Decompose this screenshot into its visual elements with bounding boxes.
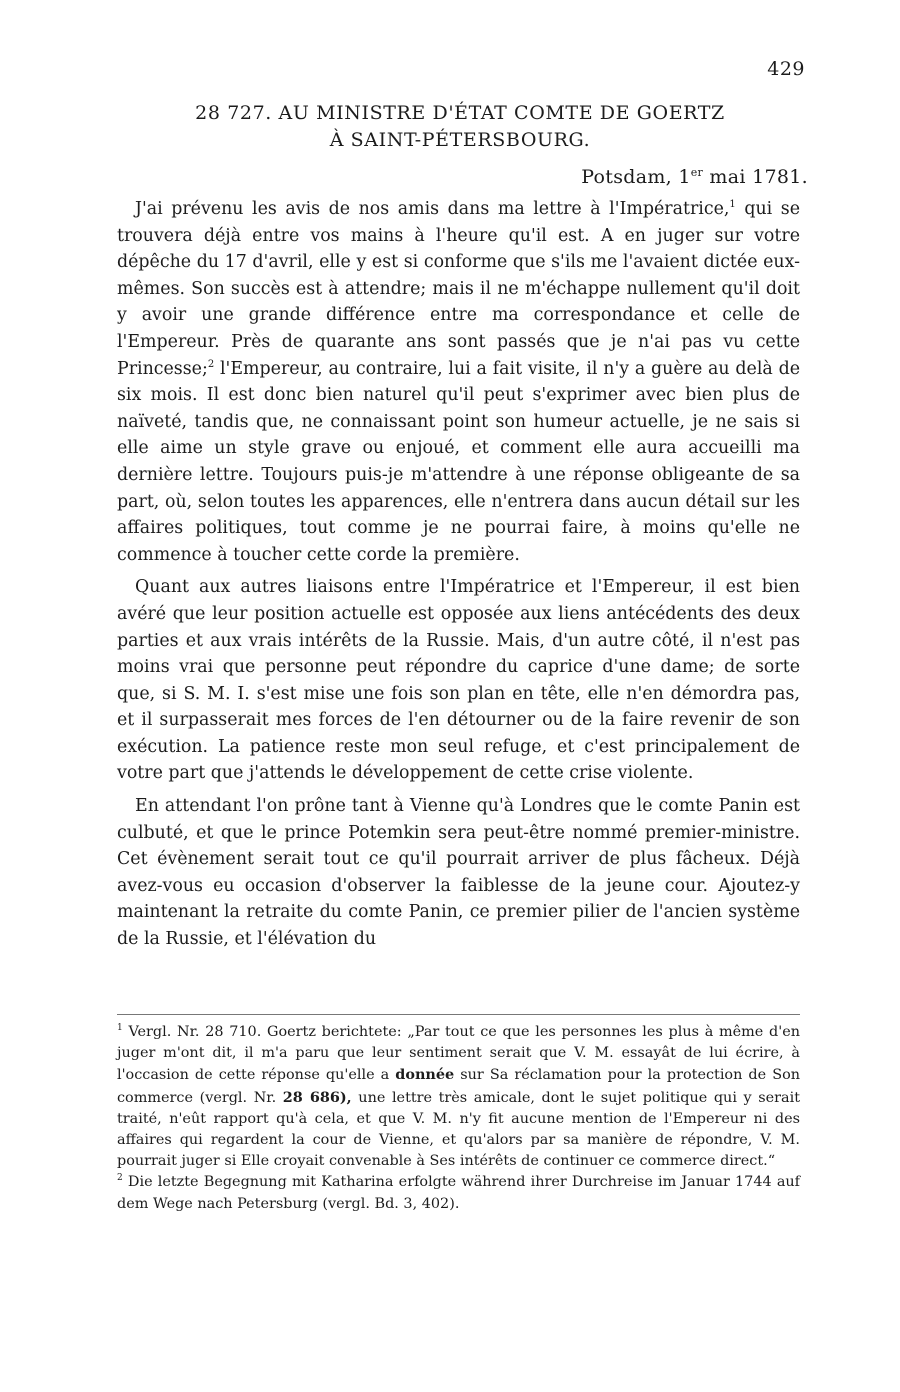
- footnote-divider: [117, 1014, 800, 1015]
- footnotes: [117, 1022, 800, 1215]
- footnote-1-text-b: sur Sa réclamation pour la protection de Son commerce (vergl. Nr.: [117, 1067, 800, 1106]
- dateline-superscript: er: [690, 166, 704, 179]
- dateline: [581, 166, 808, 188]
- dateline-place: Potsdam, 1: [581, 166, 691, 188]
- footnote-2-marker: 2: [117, 1173, 123, 1184]
- paragraph-1-part-a: J'ai prévenu les avis de nos amis dans ma lettre à l'Impératrice,: [135, 199, 730, 219]
- paragraph-2: Quant aux autres liaisons entre l'Impératrice et l'Empereur, il est bien avéré que leur position actuelle est opposée aux liens antécédents des deux parties et aux vrais intérêts de la Russie. Mais, d'un autre côté, il n'est pas moins vrai que personne peut répondre du caprice d'une dame; de sorte que, si S. M. I. s'est mise une fois son plan en tête, elle n'en démordra pas, et il surpasserait mes forces de l'en détourner ou de la faire revenir de son exécution. La patience reste mon seul refuge, et c'est principalement de votre part que j'attends le développement de cette crise violente.: [117, 577, 800, 784]
- footnote-ref-1: 1: [729, 199, 736, 210]
- paragraph-1-part-b: qui se trouvera déjà entre vos mains à l'heure qu'il est. A en juger sur votre dépêche du 17 d'avril, elle y est si conforme que s'ils me l'avaient dictée eux-mêmes. Son succès est à attendre; mais il ne m'échappe nullement qu'il doit y avoir une grande différence entre ma correspondance et celle de l'Empereur. Près de quarante ans sont passés que je n'ai pas vu cette Princesse;: [117, 199, 800, 379]
- footnote-1-text-a: Vergl. Nr. 28 710. Goertz berichtete: „Par tout ce que les personnes les plus à même d'en juger m'ont dit, il m'a paru que leur sentiment serait que V. M. essayât de lui écrire, à l'occasion de cette réponse qu'elle a: [117, 1024, 800, 1084]
- footnote-ref-2: 2: [207, 358, 215, 370]
- paragraph-1-part-c: l'Empereur, au contraire, lui a fait visite, il n'y a guère au delà de six mois. Il est donc bien naturel qu'il peut s'exprimer avec bien plus de naïveté, tandis que, ne connaissant point son humeur actuelle, je ne sais si elle aime un style grave ou enjoué, et comment elle aura accueilli ma dernière lettre. Toujours puis-je m'attendre à une réponse obligeante de sa part, où, selon toutes les apparences, elle n'entrera dans aucun détail sur les affaires politiques, tout comme je ne pourrai faire, à moins qu'elle ne commence à toucher cette corde la première.: [117, 358, 800, 565]
- footnote-1-marker: 1: [117, 1023, 123, 1033]
- paragraph-1: [117, 196, 800, 568]
- dateline-date: mai 1781.: [703, 166, 808, 188]
- footnote-1-text-c: une lettre très amicale, dont le sujet politique qui y serait traité, n'eût rapport qu'à cela, et que V. M. n'y fit aucune mention de l'Empereur ni des affaires qui regardent la cour de Vienne, et qu'alors par sa manière de répondre, V. M. pourrait juger si Elle croyait convenable à Ses intérêts de continuer ce commerce direct.“: [117, 1089, 800, 1170]
- paragraph-3: En attendant l'on prône tant à Vienne qu'à Londres que le comte Panin est culbuté, et que le prince Potemkin sera peut-être nommé premier-ministre. Cet évènement serait tout ce qu'il pourrait arriver de plus fâcheux. Déjà avez-vous eu occasion d'observer la faiblesse de la jeune cour. Ajoutez-y maintenant la retraite du comte Panin, ce premier pilier de l'ancien système de la Russie, et l'élévation du: [117, 796, 800, 950]
- footnote-1: [117, 1022, 800, 1172]
- title-line-2: À SAINT-PÉTERSBOURG.: [329, 129, 591, 151]
- footnote-1-bold-ref: 28 686),: [282, 1088, 352, 1106]
- footnote-2-text: Die letzte Begegnung mit Katharina erfolgte während ihrer Durchreise im Januar 1744 auf dem Wege nach Petersburg (vergl. Bd. 3, 402).: [117, 1174, 800, 1212]
- page-number: 429: [767, 58, 805, 80]
- footnote-2: [117, 1172, 800, 1214]
- footnote-1-bold: donnée: [395, 1066, 455, 1084]
- title-line-1: 28 727. AU MINISTRE D'ÉTAT COMTE DE GOERTZ: [195, 102, 725, 124]
- letter-body: [117, 196, 800, 959]
- letter-title: [115, 100, 805, 154]
